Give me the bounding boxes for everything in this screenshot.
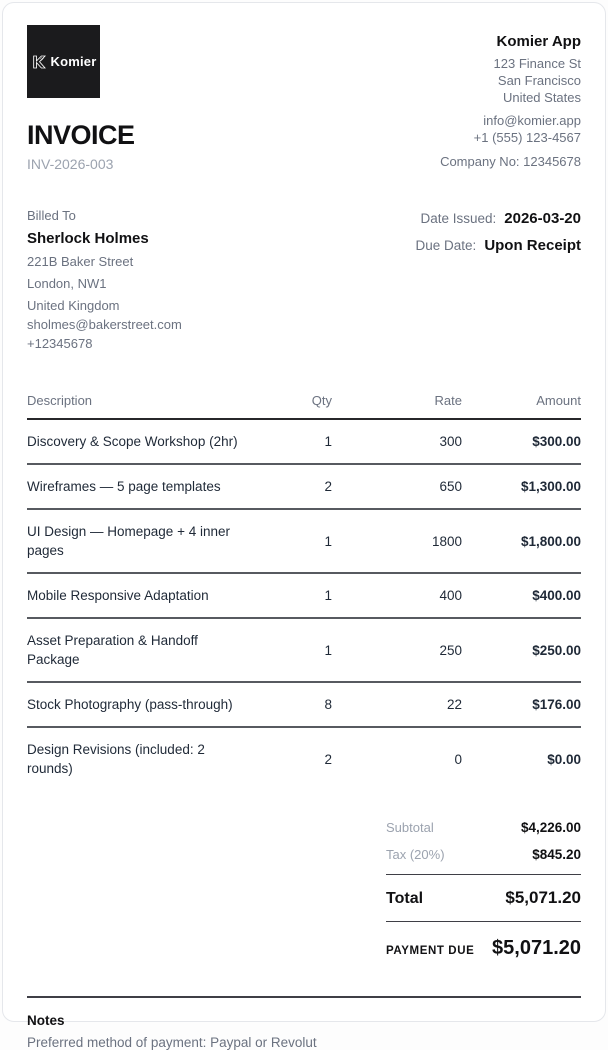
company-address-line: San Francisco [497,73,581,88]
date-issued-label: Date Issued: [420,211,497,226]
table-row [27,419,581,464]
date-issued-row [416,210,581,227]
item-rate: 300 [332,419,462,464]
total-value: $5,071.20 [505,888,581,907]
company-phone: +1 (555) 123-4567 [473,130,581,145]
subtotal-row [386,814,581,841]
total-label: Total [386,890,424,907]
due-date-value: Upon Receipt [484,237,581,254]
company-logo [27,25,100,98]
item-qty: 8 [252,682,332,727]
client-address-line: London, NW1 [27,276,107,291]
notes-section [27,996,581,1050]
item-rate: 650 [332,464,462,509]
item-description: Discovery & Scope Workshop (2hr) [27,419,252,464]
item-qty: 2 [324,751,332,767]
header-rate: Rate [332,393,462,419]
client-email: sholmes@bakerstreet.com [27,317,182,332]
client-address-line: United Kingdom [27,298,120,313]
item-qty: 1 [252,573,332,618]
table-row [27,618,581,682]
total-row [386,875,581,922]
item-description: Mobile Responsive Adaptation [27,573,252,618]
item-amount: $1,800.00 [462,509,581,573]
date-issued-value: 2026-03-20 [504,210,581,227]
tax-label: Tax (20%) [386,847,445,862]
billed-to-block [27,208,182,351]
item-qty: 2 [252,464,332,509]
item-rate: 22 [332,682,462,727]
table-row [27,573,581,618]
invoice-number: INV-2026-003 [27,156,114,172]
item-rate: 0 [454,751,462,767]
company-info [440,25,581,170]
tax-row [386,841,581,875]
payment-due-value: $5,071.20 [492,937,581,959]
item-amount: $300.00 [462,419,581,464]
item-description: Stock Photography (pass-through) [27,682,252,727]
client-address-line: 221B Baker Street [27,254,134,269]
company-number: Company No: 12345678 [440,154,581,169]
tax-value: $845.20 [532,847,581,862]
header-qty: Qty [252,393,332,419]
client-name: Sherlock Holmes [27,230,149,247]
billed-to-label: Billed To [27,208,76,223]
line-items-table [27,393,581,790]
company-address-line: United States [502,90,581,105]
company-address-line: 123 Finance St [493,56,581,71]
header-left [27,25,135,172]
notes-text: Preferred method of payment: Paypal or Revolut [27,1035,317,1050]
item-amount: $1,300.00 [462,464,581,509]
item-qty: 1 [252,419,332,464]
company-email: info@komier.app [483,113,581,128]
header-description: Description [27,393,252,419]
item-rate: 1800 [332,509,462,573]
table-header [27,393,581,419]
table-row [27,509,581,573]
komier-k-icon [31,53,47,71]
dates-block [416,208,581,351]
item-amount: $0.00 [547,751,581,767]
header-amount: Amount [462,393,581,419]
item-description: Design Revisions (included: 2 rounds) [27,742,205,776]
invoice-card [2,2,606,1050]
due-date-row [416,237,581,254]
item-amount: $400.00 [462,573,581,618]
item-description: Wireframes — 5 page templates [27,464,252,509]
client-phone: +12345678 [27,336,93,351]
item-description: Asset Preparation & Handoff Package [27,618,252,682]
page-title: INVOICE [27,120,135,150]
table-row [27,464,581,509]
item-description: UI Design — Homepage + 4 inner pages [27,509,252,573]
subtotal-label: Subtotal [386,820,434,835]
item-rate: 400 [332,573,462,618]
payment-due-row [386,922,581,970]
subtotal-value: $4,226.00 [520,820,581,835]
company-name: Komier App [496,33,581,50]
table-row [27,682,581,727]
invoice-header [27,25,581,172]
item-qty: 1 [252,618,332,682]
logo-wordmark: Komier [50,54,97,69]
payment-due-label: PAYMENT DUE [386,945,475,957]
table-body [27,419,581,790]
item-amount: $250.00 [462,618,581,682]
item-rate: 250 [332,618,462,682]
item-qty: 1 [252,509,332,573]
parties-section [27,208,581,351]
totals-section [386,814,581,970]
item-amount: $176.00 [462,682,581,727]
notes-label: Notes [27,1013,65,1028]
table-row [27,727,581,790]
due-date-label: Due Date: [415,238,477,253]
